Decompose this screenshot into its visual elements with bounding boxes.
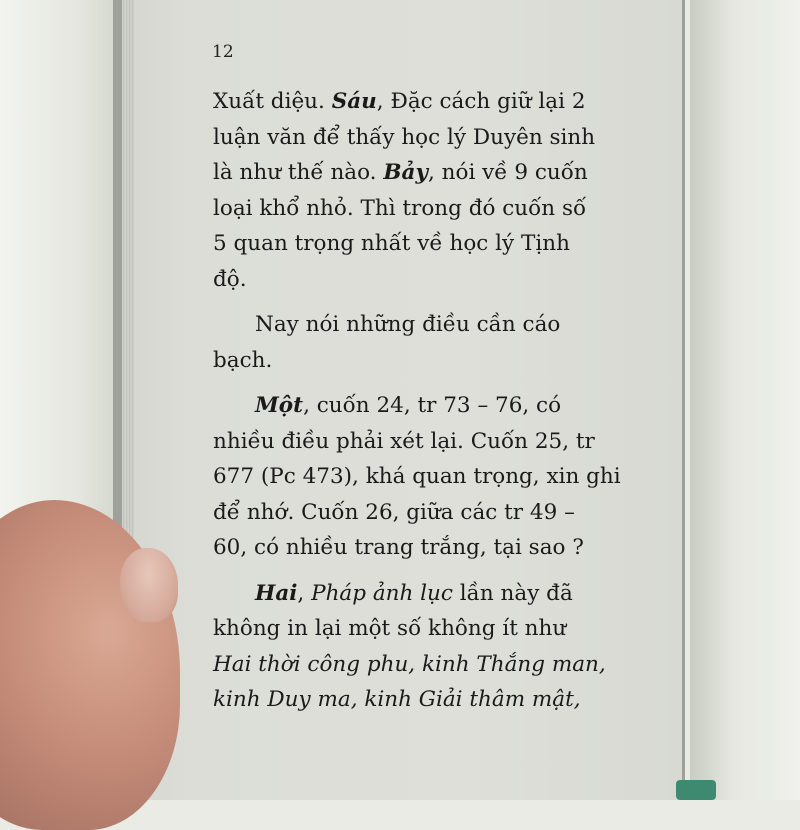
text-line: [213, 576, 645, 612]
text-line: loại khổ nhỏ. Thì trong đó cuốn số: [213, 195, 587, 221]
bold-italic-run: Sáu: [331, 89, 377, 114]
text-line: [213, 155, 645, 191]
page-text: [213, 84, 645, 718]
text-run: , Đặc cách giữ lại 2: [376, 89, 586, 114]
text-run: Xuất diệu.: [213, 89, 325, 114]
background-right: [690, 0, 800, 800]
bold-italic-run: Một: [255, 393, 304, 418]
text-line: để nhớ. Cuốn 26, giữa các tr 49 –: [213, 499, 575, 525]
bold-italic-run: Bảy: [383, 160, 428, 185]
text-line: 5 quan trọng nhất về học lý Tịnh: [213, 231, 570, 256]
text-line: Nay nói những điều cần cáo: [255, 312, 561, 337]
text-line: kinh Duy ma, kinh Giải thâm mật,: [213, 687, 581, 712]
text-run: , nói về 9 cuốn: [427, 160, 588, 185]
green-bookmark-edge: [676, 780, 716, 800]
text-run: , cuốn 24, tr 73 – 76, có: [303, 393, 562, 418]
text-line: Hai thời công phu, kinh Thắng man,: [213, 651, 606, 677]
italic-run: Pháp ảnh lục: [311, 580, 453, 606]
text-line: không in lại một số không ít như: [213, 616, 567, 641]
text-line: bạch.: [213, 347, 273, 373]
text-line: [213, 84, 645, 120]
text-run: là như thế nào.: [213, 160, 377, 185]
text-line: 677 (Pc 473), khá quan trọng, xin ghi: [213, 464, 621, 489]
page-number: 12: [212, 42, 234, 62]
text-line: độ.: [213, 266, 247, 292]
text-line: 60, có nhiều trang trắng, tại sao ?: [213, 535, 584, 560]
text-line: [213, 388, 645, 424]
text-line: nhiều điều phải xét lại. Cuốn 25, tr: [213, 428, 595, 454]
text-line: luận văn để thấy học lý Duyên sinh: [213, 124, 596, 150]
text-run: ,: [297, 580, 305, 606]
bold-italic-run: Hai: [255, 580, 298, 606]
thumbnail: [120, 548, 178, 622]
book-page: [134, 0, 682, 800]
text-run: lần này đã: [459, 580, 573, 606]
